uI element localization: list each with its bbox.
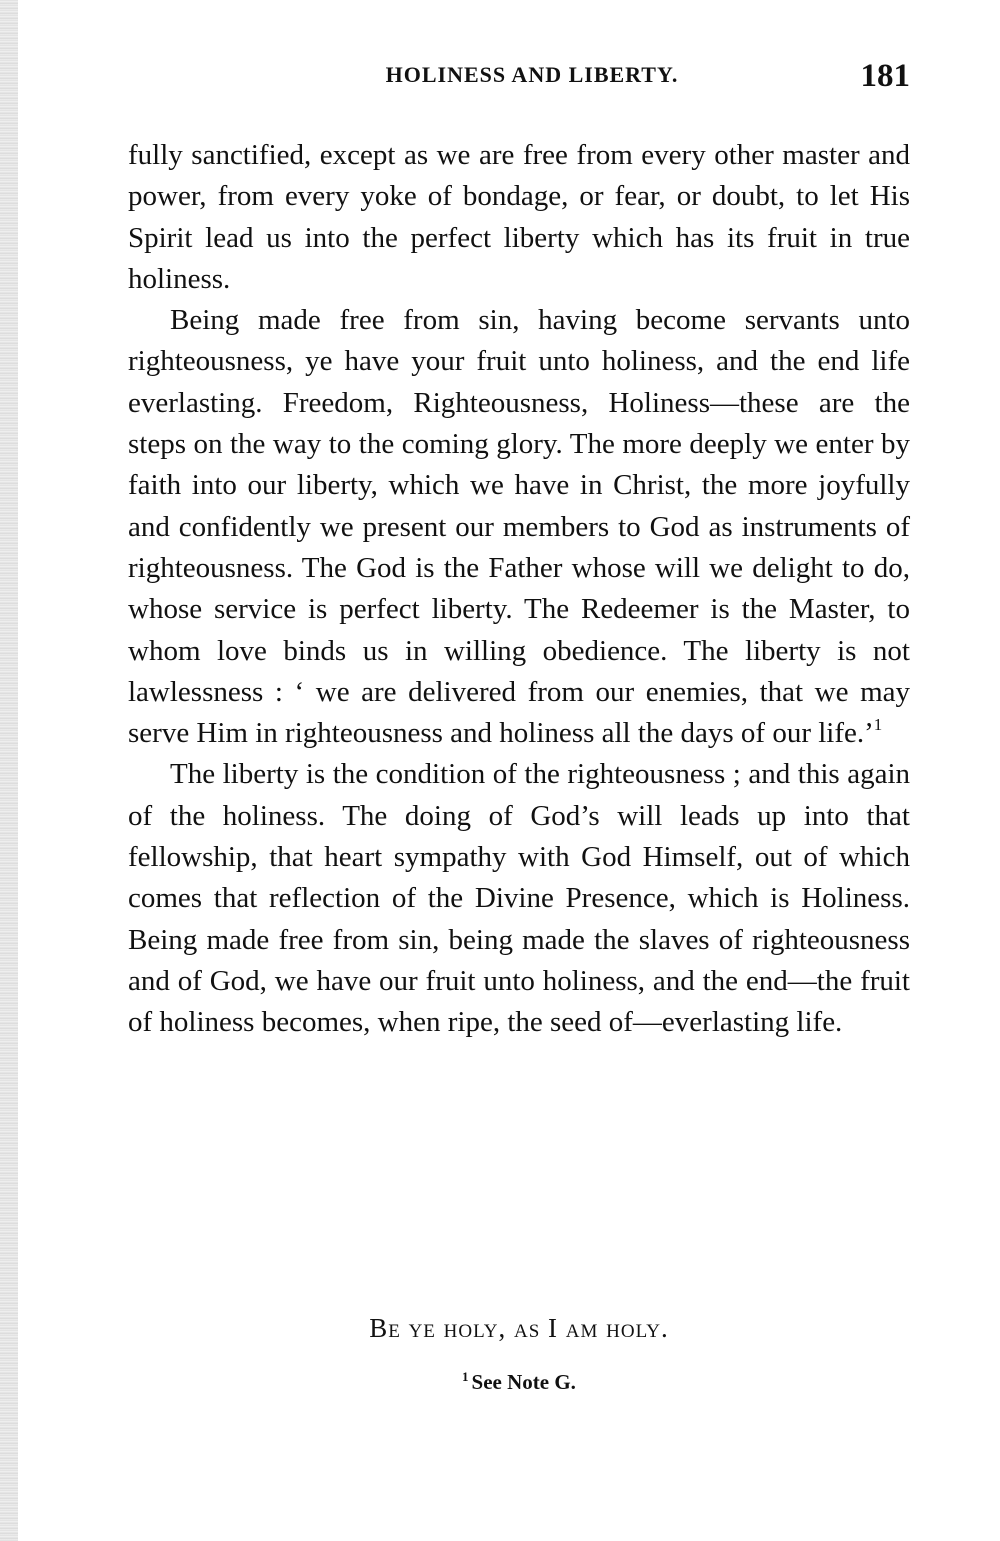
running-title: HOLINESS AND LIBERTY. [385, 62, 679, 87]
paragraph-2 [128, 300, 910, 754]
footnote-text: See Note G. [471, 1370, 576, 1394]
footnote [128, 1370, 910, 1395]
paragraph-2-text: Being made free from sin, having become servants unto righteousness, ye have your fruit unto holiness, and the end life everlasting. Freedom, Righteousness, Holiness—these are the steps on the way to the coming glory. The more deeply we enter by faith into our liberty, which we have in Christ, the more joyfully and confidently we present our members to God as instruments of righteousness. The God is the Father whose will we delight to do, whose service is perfect liberty. The Redeemer is the Master, to whom love binds us in willing obedience. The liberty is not lawlessness : ‘ we are delivered from our enemies, that we may serve Him in righteousness and holiness all the days of our life.’ [128, 304, 910, 750]
page-number: 181 [860, 58, 910, 94]
paragraph-1: fully sanctified, except as we are free from every other master and power, from every yoke of bondage, or fear, or doubt, to let His Spirit lead us into the perfect liberty which has its fruit in true holiness. [128, 139, 910, 295]
closing-motto: Be ye holy, as I am holy. [369, 1313, 669, 1343]
body-text [128, 135, 910, 1044]
footnote-mark: 1 [462, 1369, 469, 1384]
running-head [128, 58, 910, 98]
footnote-reference: 1 [873, 715, 883, 735]
scan-edge-shadow [0, 0, 18, 1541]
paragraph-3: The liberty is the condition of the righteousness ; and this again of the holiness. The doing of God’s will leads up into that fellowship, that heart sympathy with God Himself, out of which comes that reflection of the Divine Presence, which is Holiness. Being made free from sin, being made the slaves of righteousness and of God, we have our fruit unto holiness, and the end—the fruit of holiness becomes, when ripe, the seed of—everlasting life. [128, 758, 910, 1039]
